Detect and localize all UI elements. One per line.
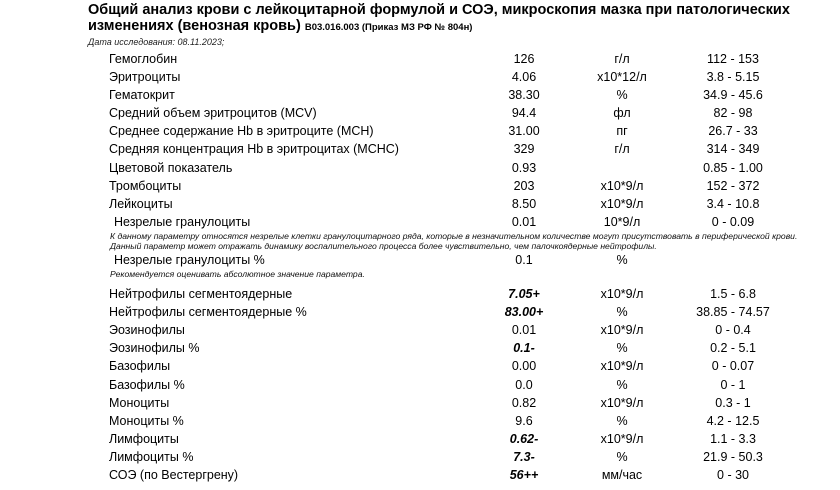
param-unit: x10*9/л xyxy=(600,323,644,338)
param-ref: 0 - 0.4 xyxy=(715,323,751,338)
param-ref: 3.4 - 10.8 xyxy=(706,196,760,211)
report-header xyxy=(88,2,828,47)
table-row xyxy=(0,394,840,412)
param-unit: 10*9/л xyxy=(603,214,641,229)
param-ref: 4.2 - 12.5 xyxy=(706,413,760,428)
param-name: Эритроциты xyxy=(109,70,181,85)
table-row xyxy=(0,412,840,430)
param-unit: % xyxy=(616,377,628,392)
param-ref: 0.2 - 5.1 xyxy=(710,341,756,356)
param-unit: % xyxy=(616,449,628,464)
param-value: 0.1 xyxy=(515,252,533,267)
param-name: Нейтрофилы сегментоядерные xyxy=(109,287,293,302)
param-name: Средний объем эритроцитов (MCV) xyxy=(109,106,317,121)
param-value: 0.0 xyxy=(515,377,533,392)
param-ref: 0 - 0.07 xyxy=(711,359,755,374)
param-name: Лимфоциты % xyxy=(109,449,194,464)
study-date: Дата исследования: 08.11.2023; xyxy=(88,37,225,47)
test-code: B03.016.003 (Приказ МЗ РФ № 804н) xyxy=(304,22,473,33)
param-name: Гематокрит xyxy=(109,88,175,103)
param-value: 7.05+ xyxy=(508,287,540,302)
table-row xyxy=(0,251,840,269)
param-value: 31.00 xyxy=(508,124,540,139)
table-row xyxy=(0,321,840,339)
table-row xyxy=(0,122,840,140)
table-row xyxy=(0,159,840,177)
param-value: 329 xyxy=(513,142,535,157)
param-value: 38.30 xyxy=(508,88,540,103)
table-row xyxy=(0,213,840,231)
param-value: 9.6 xyxy=(515,413,533,428)
table-row xyxy=(0,357,840,375)
param-unit: % xyxy=(616,305,628,320)
param-value: 7.3- xyxy=(513,449,535,464)
param-unit: x10*9/л xyxy=(600,196,644,211)
param-value: 126 xyxy=(513,52,535,66)
param-ref: 0 - 30 xyxy=(717,467,749,482)
table-row xyxy=(0,195,840,213)
param-unit: % xyxy=(616,413,628,428)
table-row xyxy=(0,466,840,484)
param-name: Базофилы xyxy=(109,359,171,374)
param-ref: 1.5 - 6.8 xyxy=(710,287,756,302)
table-row xyxy=(0,448,840,466)
table-row xyxy=(0,68,840,86)
param-name: Моноциты % xyxy=(109,413,184,428)
param-name: Нейтрофилы сегментоядерные % xyxy=(109,305,307,320)
results-block-2 xyxy=(0,285,840,484)
param-name: Незрелые гранулоциты % xyxy=(114,252,265,267)
param-unit: мм/час xyxy=(601,467,643,482)
param-ref: 0 - 0.09 xyxy=(711,214,755,229)
param-name: Цветовой показатель xyxy=(109,160,233,175)
param-ref: 112 - 153 xyxy=(707,52,759,66)
param-name: Незрелые гранулоциты xyxy=(114,214,251,229)
param-value: 83.00+ xyxy=(504,305,544,320)
param-name: Эозинофилы % xyxy=(109,341,200,356)
param-name: Среднее содержание Hb в эритроците (MCH) xyxy=(109,124,374,139)
param-ref: 26.7 - 33 xyxy=(708,124,758,139)
note-immature-granulocytes: К данному параметру относятся незрелые клетки гранулоцитарного ряда, которые в незначительном количестве могут присутствовать в периферической крови. Данный параметр может отражать динамику воспалительного процесса более чувствительно, чем палочкоядерные нейтрофилы. xyxy=(110,230,798,251)
param-unit: г/л xyxy=(614,142,630,157)
table-row xyxy=(0,430,840,448)
param-value: 94.4 xyxy=(511,106,537,121)
param-unit: x10*9/л xyxy=(600,178,644,193)
param-name: Средняя концентрация Hb в эритроцитах (MCHC) xyxy=(109,142,399,157)
table-row xyxy=(0,140,840,158)
param-unit: x10*9/л xyxy=(600,431,644,446)
table-row xyxy=(0,285,840,303)
param-value: 0.00 xyxy=(511,359,537,374)
param-name: Базофилы % xyxy=(109,377,185,392)
results-table xyxy=(0,50,840,484)
param-value: 0.93 xyxy=(511,160,537,175)
param-ref: 38.85 - 74.57 xyxy=(696,305,770,320)
param-name: Эозинофилы xyxy=(109,323,185,338)
param-ref: 34.9 - 45.6 xyxy=(703,88,763,103)
param-value: 0.82 xyxy=(511,395,537,410)
param-ref: 3.8 - 5.15 xyxy=(706,70,760,85)
table-row xyxy=(0,303,840,321)
param-unit: фл xyxy=(613,106,631,121)
param-unit: x10*9/л xyxy=(600,395,644,410)
report-title xyxy=(88,2,828,36)
param-value: 0.62- xyxy=(509,431,539,446)
param-unit: x10*9/л xyxy=(600,287,644,302)
param-ref: 1.1 - 3.3 xyxy=(710,431,756,446)
param-unit: % xyxy=(616,88,628,103)
table-row xyxy=(0,104,840,122)
param-ref: 21.9 - 50.3 xyxy=(703,449,763,464)
table-row xyxy=(0,86,840,104)
param-value: 203 xyxy=(513,178,535,193)
param-ref: 0.85 - 1.00 xyxy=(703,160,763,175)
param-unit: г/л xyxy=(614,52,630,66)
param-value: 56++ xyxy=(509,467,539,482)
param-value: 4.06 xyxy=(511,70,537,85)
param-unit: % xyxy=(616,341,628,356)
table-row xyxy=(0,339,840,357)
param-unit: % xyxy=(616,252,628,267)
table-row xyxy=(0,376,840,394)
param-ref: 314 - 349 xyxy=(706,142,760,157)
param-unit: пг xyxy=(616,124,628,139)
param-name: СОЭ (по Вестергрену) xyxy=(109,467,239,482)
param-name: Лимфоциты xyxy=(109,431,179,446)
param-ref: 152 - 372 xyxy=(706,178,760,193)
table-row xyxy=(0,177,840,195)
param-name: Моноциты xyxy=(109,395,170,410)
param-unit: x10*9/л xyxy=(600,359,644,374)
param-value: 0.01 xyxy=(511,214,537,229)
title-text: Общий анализ крови с лейкоцитарной формулой и СОЭ, микроскопия мазка при патологических изменениях (венозная кровь) xyxy=(88,2,790,34)
param-name: Лейкоциты xyxy=(109,196,173,211)
param-value: 0.01 xyxy=(511,323,537,338)
param-ref: 0.3 - 1 xyxy=(715,395,751,410)
param-name: Тромбоциты xyxy=(109,178,182,193)
param-ref: 0 - 1 xyxy=(720,377,746,392)
param-value: 8.50 xyxy=(511,196,537,211)
table-row xyxy=(0,50,840,68)
note-recommendation: Рекомендуется оценивать абсолютное значение параметра. xyxy=(110,269,365,280)
param-value: 0.1- xyxy=(513,341,535,356)
param-ref: 82 - 98 xyxy=(713,106,753,121)
param-unit: x10*12/л xyxy=(597,70,647,85)
results-block-1 xyxy=(0,50,840,231)
param-name: Гемоглобин xyxy=(109,52,178,66)
